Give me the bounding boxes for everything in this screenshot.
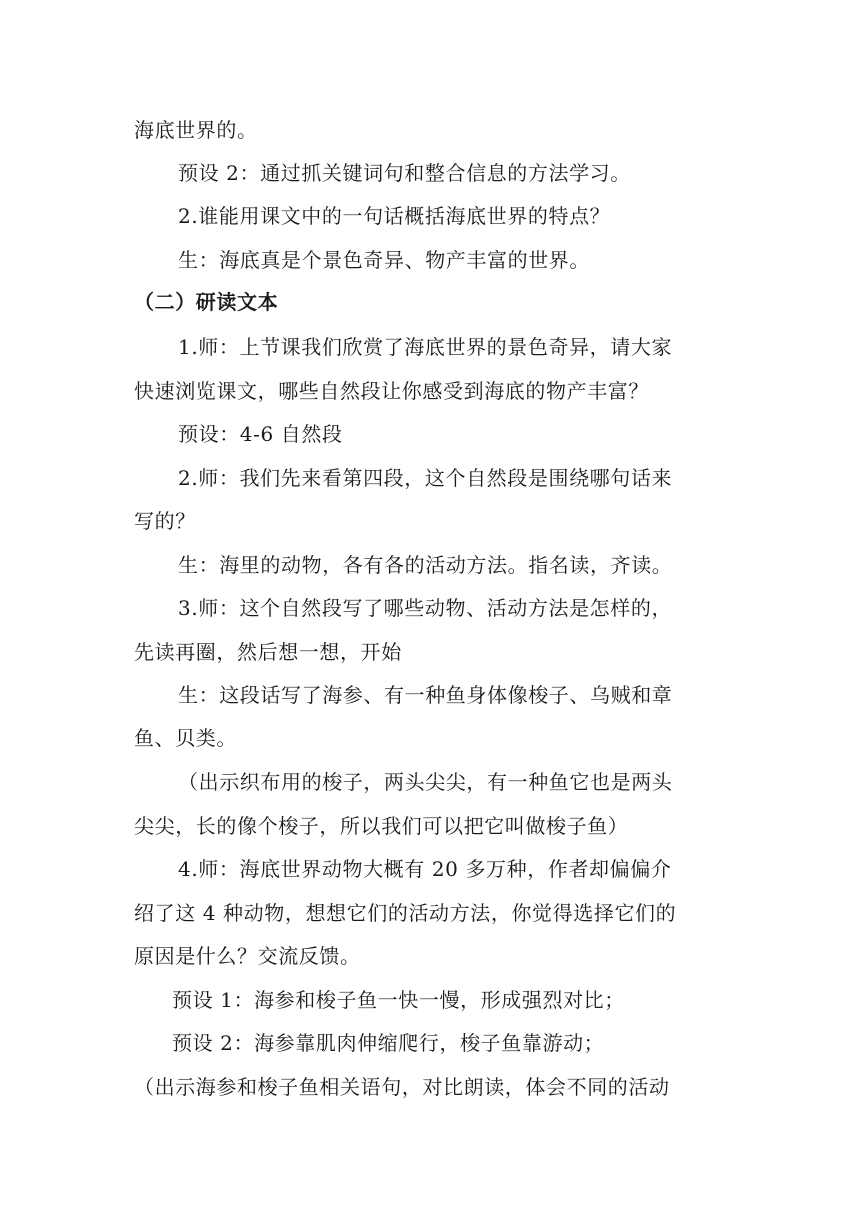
text-line: 海底世界的。 bbox=[134, 118, 258, 142]
text-line: 预设 2：通过抓关键词句和整合信息的方法学习。 bbox=[178, 161, 631, 185]
text-line: （出示织布用的梭子，两头尖尖，有一种鱼它也是两头 bbox=[178, 770, 673, 794]
text-line: 预设 2：海参靠肌肉伸缩爬行，梭子鱼靠游动； bbox=[172, 1031, 605, 1055]
text-line: 2.谁能用课文中的一句话概括海底世界的特点？ bbox=[178, 204, 611, 228]
text-line: 写的？ bbox=[134, 509, 196, 533]
section-heading: （二）研读文本 bbox=[134, 290, 279, 314]
text-line: （出示海参和梭子鱼相关语句，对比朗读，体会不同的活动 bbox=[134, 1075, 670, 1099]
text-line: 3.师：这个自然段写了哪些动物、活动方法是怎样的， bbox=[178, 596, 673, 620]
text-line: 预设：4-6 自然段 bbox=[178, 422, 343, 446]
text-line: 鱼、贝类。 bbox=[134, 726, 237, 750]
text-line: 尖尖，长的像个梭子，所以我们可以把它叫做梭子鱼） bbox=[134, 814, 629, 838]
text-line: 原因是什么？交流反馈。 bbox=[134, 944, 361, 968]
text-line: 4.师：海底世界动物大概有 20 多万种，作者却偏偏介 bbox=[178, 857, 672, 881]
text-line: 预设 1：海参和梭子鱼一快一慢，形成强烈对比； bbox=[172, 988, 625, 1012]
text-line: 1.师：上节课我们欣赏了海底世界的景色奇异，请大家 bbox=[178, 335, 673, 359]
text-line: 2.师：我们先来看第四段，这个自然段是围绕哪句话来 bbox=[178, 466, 673, 490]
text-line: 生：这段话写了海参、有一种鱼身体像梭子、乌贼和章 bbox=[178, 683, 673, 707]
text-line: 生：海底真是个景色奇异、物产丰富的世界。 bbox=[178, 248, 590, 272]
text-line: 先读再圈，然后想一想，开始 bbox=[134, 640, 402, 664]
text-line: 绍了这 4 种动物，想想它们的活动方法，你觉得选择它们的 bbox=[134, 901, 677, 925]
text-line: 生：海里的动物，各有各的活动方法。指名读，齐读。 bbox=[178, 553, 673, 577]
text-line: 快速浏览课文，哪些自然段让你感受到海底的物产丰富？ bbox=[134, 379, 649, 403]
